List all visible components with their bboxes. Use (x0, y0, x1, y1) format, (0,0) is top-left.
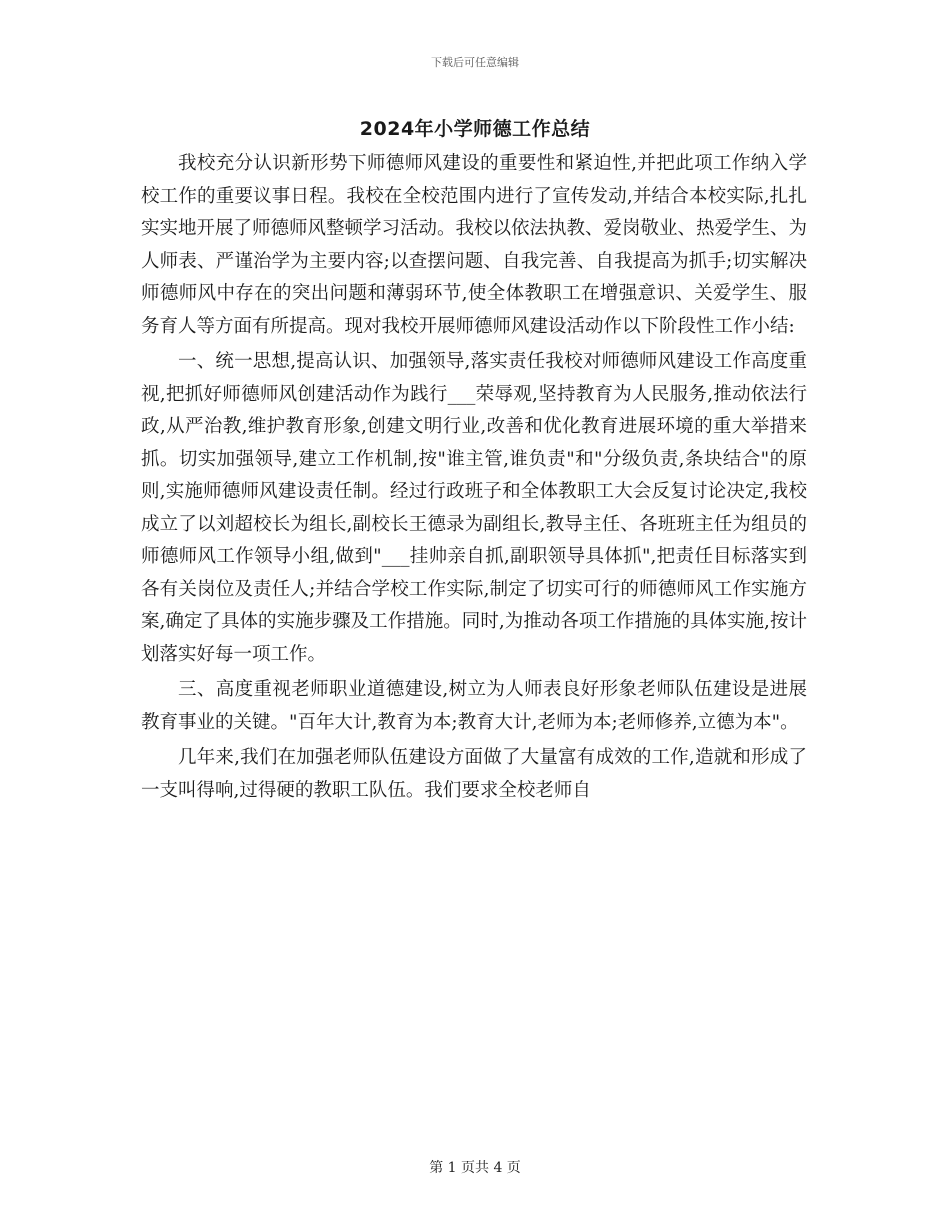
paragraph-recent-years: 几年来,我们在加强老师队伍建设方面做了大量富有成效的工作,造就和形成了一支叫得响,过得硬的教职工队伍。我们要求全校老师自 (141, 747, 807, 801)
document-title: 2024年小学师德工作总结 (359, 118, 591, 140)
paragraph-section-one: 一、统一思想,提高认识、加强领导,落实责任我校对师德师风建设工作高度重视,把抓好师德师风创建活动作为践行___荣辱观,坚持教育为人民服务,推动依法行政,从严治教,维护教育形象,创建文明行业,改善和优化教育进展环境的重大举措来抓。切实加强领导,建立工作机制,按"谁主管,谁负责"和"分级负责,条块结合"的原则,实施师德师风建设责任制。经过行政班子和全体教职工大会反复讨论决定,我校成立了以刘超校长为组长,副校长王德录为副组长,教导主任、各班班主任为组员的师德师风工作领导小组,做到"___挂帅亲自抓,副职领导具体抓",把责任目标落实到各有关岗位及责任人;并结合学校工作实际,制定了切实可行的师德师风工作实施方案,确定了具体的实施步骤及工作措施。同时,为推动各项工作措施的具体实施,按计划落实好每一项工作。 (141, 351, 807, 665)
paragraph-section-three: 三、高度重视老师职业道德建设,树立为人师表良好形象老师队伍建设是进展教育事业的关键。"百年大计,教育为本;教育大计,老师为本;老师修养,立德为本"。 (141, 679, 807, 733)
page-number-footer: 第 1 页共 4 页 (429, 1160, 521, 1176)
document-body (141, 148, 807, 810)
paragraph-intro: 我校充分认识新形势下师德师风建设的重要性和紧迫性,并把此项工作纳入学校工作的重要议事日程。我校在全校范围内进行了宣传发动,并结合本校实际,扎扎实实地开展了师德师风整顿学习活动。我校以依法执教、爱岗敬业、热爱学生、为人师表、严谨治学为主要内容;以查摆问题、自我完善、自我提高为抓手;切实解决师德师风中存在的突出问题和薄弱环节,使全体教职工在增强意识、关爱学生、服务育人等方面有所提高。现对我校开展师德师风建设活动作以下阶段性工作小结: (141, 153, 808, 337)
page-header: 下载后可任意编辑 (431, 56, 519, 69)
